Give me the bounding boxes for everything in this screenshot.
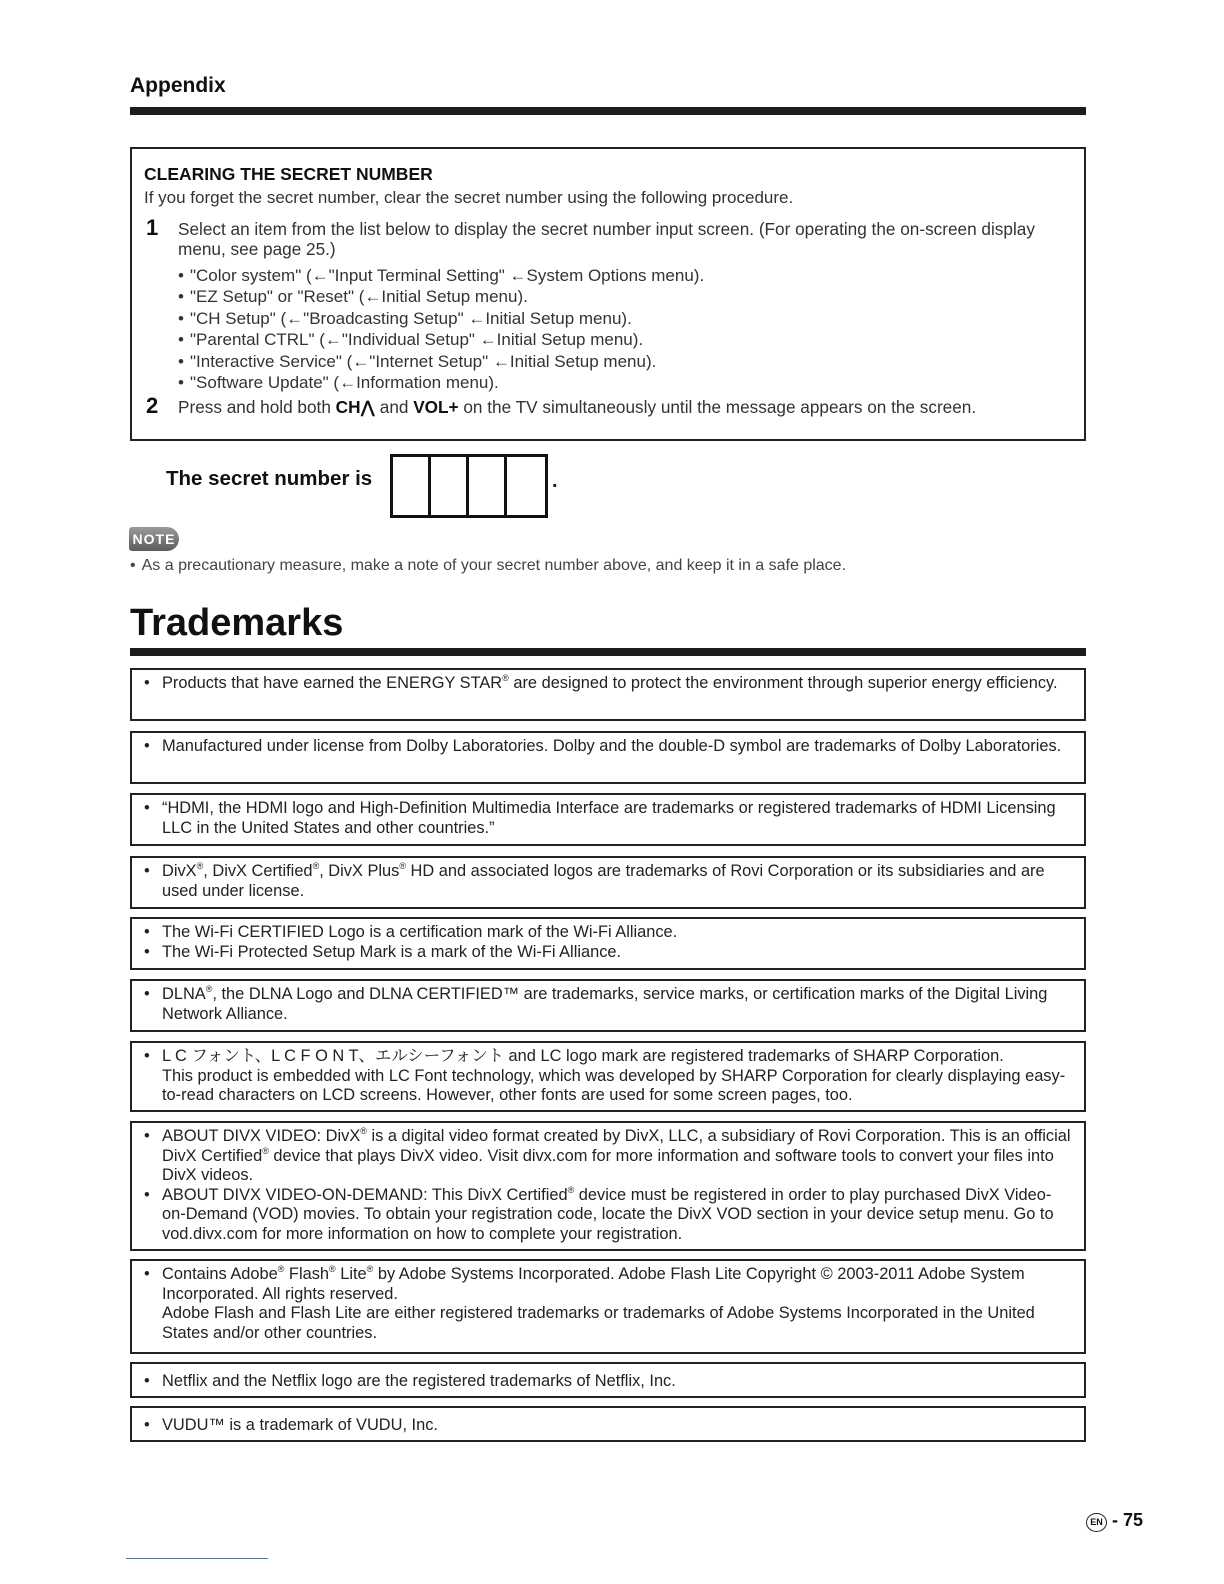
trademark-text: • Netflix and the Netflix logo are the registered trademarks of Netflix, Inc.	[144, 1372, 1074, 1392]
trademark-vudu	[130, 1406, 1086, 1442]
note-badge: NOTE	[129, 527, 179, 551]
registered-mark: ®	[502, 673, 509, 683]
trademarks-heading: Trademarks	[130, 602, 344, 644]
clearing-secret-box	[130, 147, 1086, 441]
digit-box	[431, 457, 469, 515]
language-en-icon: EN	[1086, 1513, 1107, 1532]
registered-mark: ®	[399, 861, 406, 871]
trademark-text: • The Wi-Fi Protected Setup Mark is a mark of the Wi-Fi Alliance.	[144, 943, 1074, 963]
list-item: • "EZ Setup" or "Reset" (←Initial Setup menu).	[178, 286, 1074, 307]
registered-mark: ®	[277, 1264, 285, 1274]
registered-mark: ®	[567, 1184, 575, 1195]
registered-mark: ®	[360, 1126, 367, 1136]
registered-mark: ®	[312, 861, 320, 871]
trademark-adobe	[130, 1259, 1086, 1354]
trademark-energy-star	[130, 668, 1086, 721]
trademark-text: , DivX Certified	[203, 862, 313, 880]
trademark-dolby	[130, 731, 1086, 784]
registered-mark: ®	[205, 984, 213, 994]
trademark-text: ABOUT DIVX VIDEO: DivX	[162, 1127, 361, 1145]
step-2	[144, 393, 1074, 419]
trademark-text: Contains Adobe	[162, 1265, 278, 1283]
step-text: on the TV simultaneously until the message appears on the screen.	[458, 397, 977, 418]
trademark-divx-about	[130, 1121, 1086, 1251]
step-number: 1	[146, 215, 159, 240]
clearing-title: CLEARING THE SECRET NUMBER	[144, 164, 433, 184]
menu-item-list	[178, 265, 1074, 393]
clearing-intro: If you forget the secret number, clear the secret number using the following procedure.	[144, 188, 794, 207]
trademarks-rule	[130, 648, 1086, 656]
page-number-text: - 75	[1112, 1510, 1144, 1530]
trademark-text: Lite	[335, 1265, 367, 1283]
registered-mark: ®	[196, 861, 204, 871]
trademark-wifi	[130, 917, 1086, 970]
list-item: • "Interactive Service" (←"Internet Setup" ←Initial Setup menu).	[178, 351, 1074, 372]
trademark-divx	[130, 856, 1086, 909]
trademark-lc-font	[130, 1041, 1086, 1112]
trademark-text: ABOUT DIVX VIDEO-ON-DEMAND: This DivX Certified	[162, 1185, 568, 1204]
trademark-text: • L C フォント、L C F O N T、エルシーフォント and LC logo mark are registered trademarks of SHARP Corporation.	[144, 1047, 1074, 1067]
step-text: Select an item from the list below to display the secret number input screen. (For operating the on-screen display menu, see page 25.)	[178, 219, 1035, 259]
trademark-dlna	[130, 979, 1086, 1032]
list-item: • "Color system" (←"Input Terminal Setting" ←System Options menu).	[178, 265, 1074, 286]
registered-mark: ®	[329, 1264, 336, 1274]
list-item: • "Software Update" (←Information menu).	[178, 372, 1074, 393]
step-1	[144, 215, 1074, 393]
secret-number-period: .	[552, 470, 558, 492]
trademark-text: , DivX Plus	[319, 862, 400, 880]
trademark-text: device must be registered in order to play purchased DivX Video-on-Demand (VOD) movies. To obtain your registration code, locate the DivX VOD section in your device setup menu. Go to vod.divx.com for more information on how to complete your registration.	[162, 1185, 1054, 1243]
secret-number-label: The secret number is	[166, 467, 373, 490]
trademark-text: are designed to protect the environment through superior energy efficiency.	[508, 674, 1058, 692]
trademark-text: • The Wi-Fi CERTIFIED Logo is a certification mark of the Wi-Fi Alliance.	[144, 923, 1074, 943]
trademark-text: • Manufactured under license from Dolby Laboratories. Dolby and the double-D symbol are trademarks of Dolby Laboratories.	[144, 737, 1074, 757]
list-item: • "CH Setup" (←"Broadcasting Setup" ←Initial Setup menu).	[178, 308, 1074, 329]
trademark-text: This product is embedded with LC Font technology, which was developed by SHARP Corporation for clearly displaying easy-to-read characters on LCD screens. However, other fonts are used for some screen pages, too.	[162, 1066, 1066, 1105]
trademark-text: , the DLNA Logo and DLNA CERTIFIED™ are trademarks, service marks, or certification marks of the Digital Living Network Alliance.	[162, 985, 1048, 1023]
trademark-text: by Adobe Systems Incorporated. Adobe Flash Lite Copyright © 2003-2011 Adobe System Incorporated. All rights reserved.	[162, 1265, 1025, 1303]
trademark-text: is a digital video format created by DivX, LLC, a subsidiary of Rovi Corporation. This is an official DivX Certified	[162, 1127, 1071, 1165]
trademark-text: Products that have earned the ENERGY STAR	[162, 674, 503, 692]
list-item: • "Parental CTRL" (←"Individual Setup" ←Initial Setup menu).	[178, 329, 1074, 350]
footer-line	[126, 1558, 268, 1559]
secret-number-boxes	[390, 454, 548, 518]
trademark-text: Flash	[284, 1265, 330, 1283]
registered-mark: ®	[262, 1145, 269, 1156]
trademark-text: DivX	[162, 862, 197, 880]
step-text: Press and hold both	[178, 397, 336, 418]
trademark-netflix	[130, 1362, 1086, 1398]
page-number	[1086, 1510, 1143, 1532]
digit-box	[393, 457, 431, 515]
ch-up-key: CH⋀	[335, 397, 375, 418]
trademark-text: • “HDMI, the HDMI logo and High-Definition Multimedia Interface are trademarks or registered trademarks of HDMI Licensing LLC in the United States and other countries.”	[144, 799, 1074, 838]
trademark-text: Adobe Flash and Flash Lite are either registered trademarks or trademarks of Adobe Systems Incorporated in the United States and/or other countries.	[162, 1304, 1035, 1342]
trademark-text: device that plays DivX video. Visit divx.com for more information and software tools to convert your files into DivX videos.	[162, 1146, 1054, 1185]
trademark-text: DLNA	[162, 985, 206, 1003]
step-number: 2	[146, 393, 159, 419]
digit-box	[469, 457, 507, 515]
vol-up-key: VOL+	[413, 397, 459, 418]
note-text: • As a precautionary measure, make a note of your secret number above, and keep it in a safe place.	[130, 557, 846, 575]
registered-mark: ®	[366, 1264, 374, 1274]
section-title: Appendix	[130, 74, 226, 97]
header-rule	[130, 107, 1086, 115]
digit-box	[507, 457, 545, 515]
trademark-text: HD and associated logos are trademarks of Rovi Corporation or its subsidiaries and are used under license.	[162, 862, 1045, 900]
trademark-hdmi	[130, 793, 1086, 846]
step-text: and	[374, 397, 414, 418]
trademark-text: • VUDU™ is a trademark of VUDU, Inc.	[144, 1416, 1074, 1436]
